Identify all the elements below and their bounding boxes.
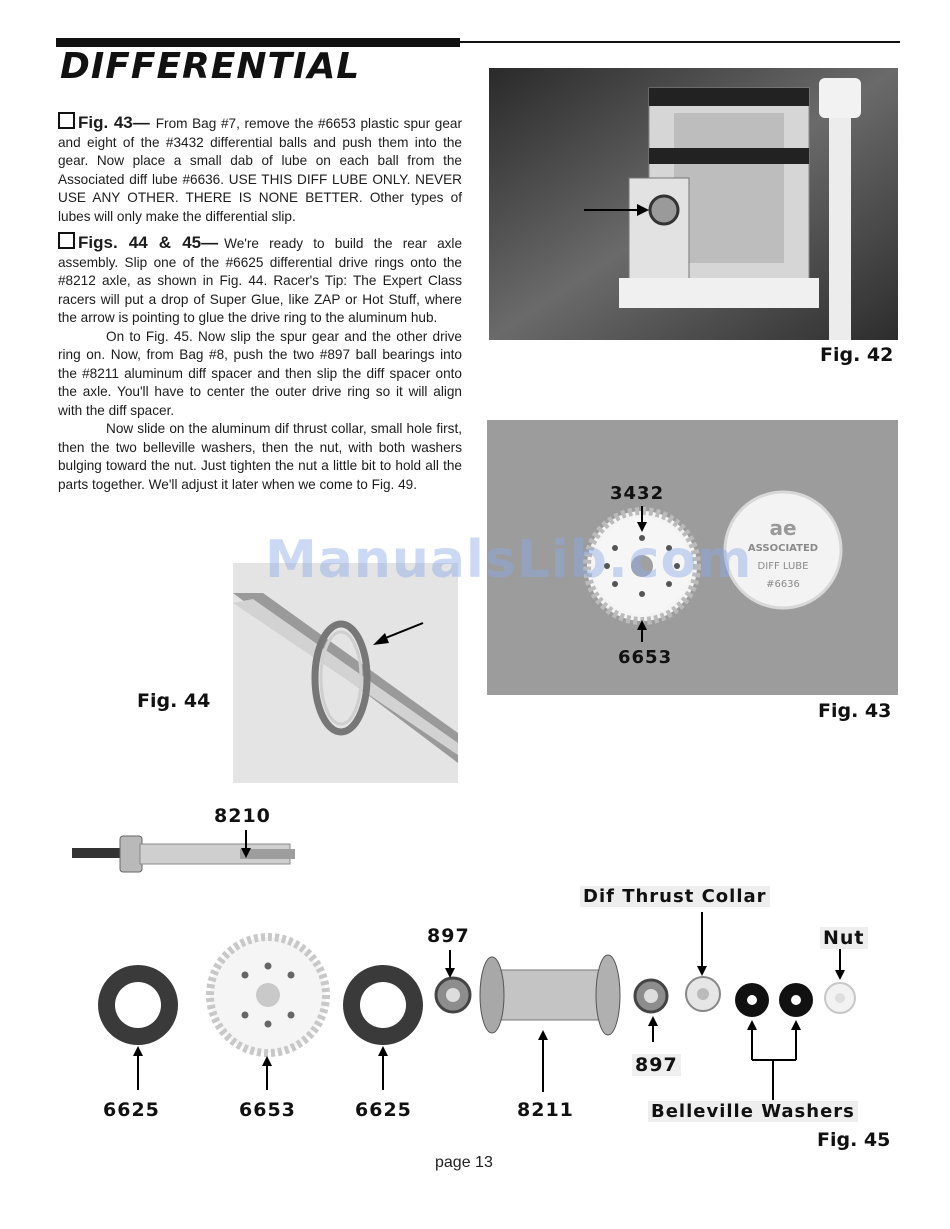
watermark: ManualsLib.com: [265, 530, 753, 590]
belleville-washer-image: [779, 983, 813, 1017]
section-text: From Bag #7, remove the #6653 plastic spur gear and eight of the #3432 differential balls and push them into the gear. Now place a small dab of lube on each ball from the Associated diff lube #6636. USE THIS DIFF LUBE ONLY. NEVER USE ANY OTHER. THERE IS NONE BETTER. Other types of lubes will only make the differential slip.: [58, 116, 462, 224]
fig44-caption: Fig. 44: [137, 690, 211, 712]
label-897-bottom: 897: [632, 1054, 681, 1076]
label-6625-left: 6625: [103, 1099, 160, 1121]
drive-ring-left-image: [98, 965, 178, 1045]
label-nut: Nut: [820, 927, 868, 949]
spur-gear-image: [210, 937, 326, 1053]
drive-ring-right-image: [343, 965, 423, 1045]
label-6653: 6653: [618, 647, 673, 668]
fig45-exploded-view: [60, 800, 900, 1150]
section-text: We're ready to build the rear axle assembly. Slip one of the #6625 differential drive rings onto the #8212 axle, as shown in Fig. 44. Racer's Tip: The Expert Class racers will put a drop of Super Glue, like ZAP or Hot Stuff, where the arrow is pointing to glue the drive ring to the aluminum hub.: [58, 236, 463, 325]
nut-image: [825, 983, 855, 1013]
fig42-caption: Fig. 42: [820, 344, 894, 366]
section-paragraph: Now slide on the aluminum dif thrust collar, small hole first, then the two belleville washers, then the nut, with both washers bulging toward the nut. Just tighten the nut a little bit to hold all the parts together. We'll adjust it later when we come to Fig. 49.: [58, 421, 462, 492]
fig42-photo: [489, 68, 898, 340]
fig44-photo: [233, 563, 458, 783]
fig43-caption: Fig. 43: [818, 700, 892, 722]
belleville-washer-image: [735, 983, 769, 1017]
label-8210: 8210: [214, 805, 271, 827]
thrust-collar-image: [686, 977, 720, 1011]
axle-image: [72, 836, 295, 872]
label-6653: 6653: [239, 1099, 296, 1121]
section-lead: Fig. 43—: [78, 113, 150, 132]
bearing-image: [436, 978, 470, 1012]
section-lead: Figs. 44 & 45—: [78, 233, 219, 252]
lube-brand: ASSOCIATED: [747, 543, 819, 554]
label-897-top: 897: [427, 925, 470, 947]
fig45-caption: Fig. 45: [817, 1129, 891, 1151]
page-number: page 13: [435, 1154, 493, 1171]
label-thrust-collar: Dif Thrust Collar: [580, 886, 770, 907]
checkbox-icon[interactable]: [58, 112, 75, 129]
header-rule-thin: [460, 41, 900, 43]
lube-name: DIFF LUBE: [757, 561, 809, 572]
lube-part: #6636: [766, 579, 800, 590]
diff-spacer-image: [480, 955, 620, 1035]
section-figs44-45: [58, 232, 462, 494]
section-fig43: [58, 112, 462, 226]
page-title: DIFFERENTIAL: [60, 46, 361, 87]
bearing-image: [635, 980, 667, 1012]
label-belleville-washers: Belleville Washers: [648, 1101, 858, 1122]
label-8211: 8211: [517, 1099, 574, 1121]
label-6625-right: 6625: [355, 1099, 412, 1121]
label-3432: 3432: [610, 483, 665, 504]
section-paragraph: On to Fig. 45. Now slip the spur gear and the other drive ring on. Now, from Bag #8, push the two #897 ball bearings into the #8211 aluminum diff spacer and then slip the diff spacer onto the axle. You'll have to center the outer drive ring so it will align with the diff spacer.: [58, 328, 462, 418]
lube-logo: ae: [769, 516, 797, 540]
checkbox-icon[interactable]: [58, 232, 75, 249]
